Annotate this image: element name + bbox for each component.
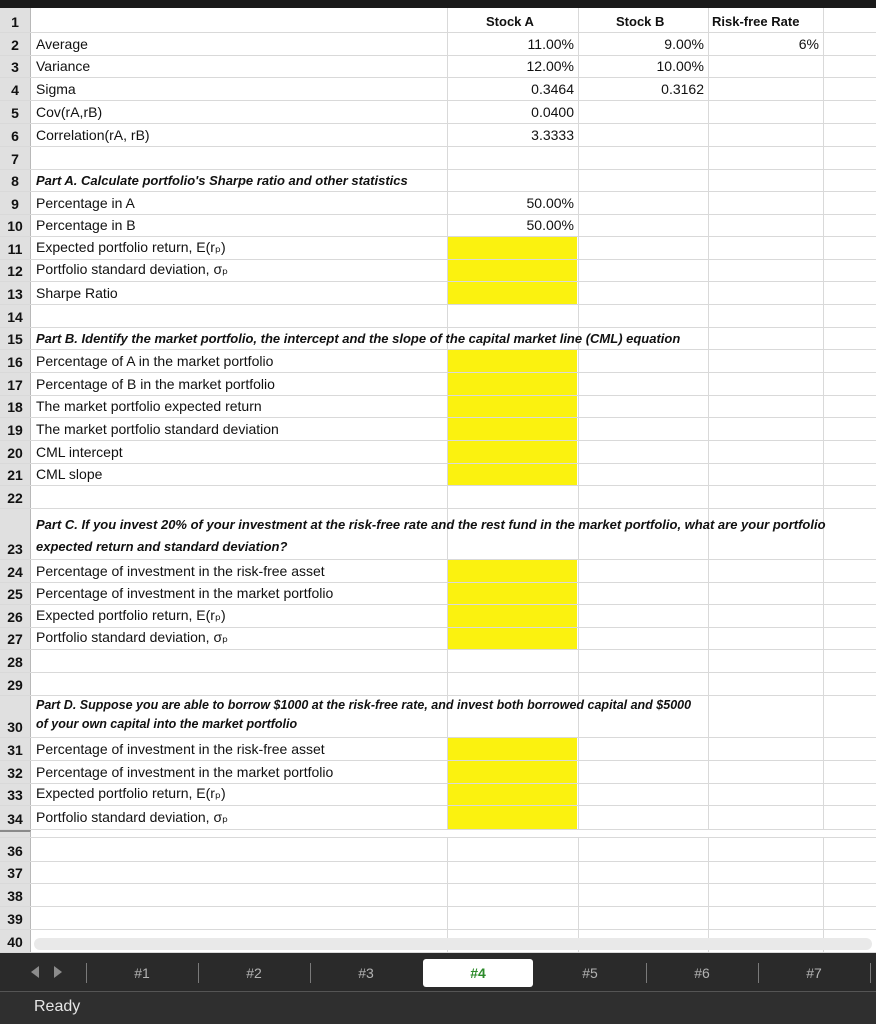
tab-divider — [870, 963, 871, 983]
row-number[interactable]: 31 — [0, 738, 31, 760]
table-row — [0, 78, 876, 101]
row-label[interactable]: Percentage of B in the market portfolio — [36, 376, 275, 392]
row-number[interactable]: 14 — [0, 305, 31, 327]
table-row — [0, 350, 876, 373]
row-number[interactable]: 24 — [0, 560, 31, 582]
row-number[interactable]: 36 — [0, 838, 31, 861]
row-number[interactable]: 10 — [0, 215, 31, 236]
row-number[interactable]: 2 — [0, 33, 31, 55]
row-label[interactable]: Sharpe Ratio — [36, 285, 118, 301]
row-label[interactable]: Cov(rA,rB) — [36, 104, 103, 120]
table-row — [0, 33, 876, 56]
row-number[interactable]: 23 — [0, 509, 31, 559]
table-row — [0, 673, 876, 696]
column-header-strip — [0, 0, 876, 8]
cell-a[interactable]: 0.3464 — [531, 81, 574, 97]
horizontal-scrollbar[interactable] — [34, 938, 872, 950]
cell-rf[interactable]: 6% — [798, 36, 819, 52]
cell-a[interactable]: 50.00% — [526, 217, 574, 233]
tab-sheet-7[interactable]: #7 — [806, 965, 822, 981]
cell-a[interactable]: 50.00% — [526, 195, 574, 211]
row-number[interactable]: 38 — [0, 884, 31, 906]
cell-b[interactable]: 0.3162 — [661, 81, 704, 97]
row-number[interactable]: 26 — [0, 605, 31, 627]
row-number[interactable]: 3 — [0, 56, 31, 77]
cell-b[interactable]: 10.00% — [656, 58, 704, 74]
row-label[interactable]: Average — [36, 36, 88, 52]
row-number[interactable]: 15 — [0, 328, 31, 349]
row-number[interactable]: 9 — [0, 192, 31, 214]
table-row — [0, 237, 876, 260]
cell-b[interactable]: 9.00% — [664, 36, 704, 52]
table-row — [0, 650, 876, 673]
row-label[interactable]: Percentage of investment in the risk-free asset — [36, 741, 325, 757]
row-label[interactable]: Percentage of investment in the market portfolio — [36, 585, 334, 601]
table-row — [0, 464, 876, 486]
row-label[interactable]: Correlation(rA, rB) — [36, 127, 150, 143]
row-number[interactable]: 30 — [0, 696, 31, 737]
row-number[interactable]: 11 — [0, 237, 31, 259]
row-label[interactable]: Percentage in A — [36, 195, 135, 211]
row-number[interactable]: 5 — [0, 101, 31, 123]
row-label[interactable]: Percentage of investment in the risk-free asset — [36, 563, 325, 579]
row-number[interactable]: 13 — [0, 282, 31, 304]
row-label[interactable]: Expected portfolio return, E(rₚ) — [36, 607, 226, 623]
cell-a[interactable]: 3.3333 — [531, 127, 574, 143]
header-risk-free-rate[interactable]: Risk-free Rate — [712, 14, 800, 29]
table-row — [0, 215, 876, 237]
tab-sheet-4[interactable]: #4 — [423, 959, 533, 987]
tab-sheet-6[interactable]: #6 — [694, 965, 710, 981]
row-number[interactable]: 20 — [0, 441, 31, 463]
table-row — [0, 862, 876, 884]
table-row — [0, 628, 876, 650]
status-text: Ready — [34, 998, 81, 1015]
table-row — [0, 305, 876, 328]
tab-sheet-2[interactable]: #2 — [246, 965, 262, 981]
frozen-split-row — [0, 830, 876, 838]
table-row — [0, 282, 876, 305]
row-number[interactable]: 8 — [0, 170, 31, 191]
table-row — [0, 806, 876, 830]
table-row — [0, 509, 876, 560]
table-row — [0, 838, 876, 862]
table-row — [0, 583, 876, 605]
tab-sheet-1[interactable]: #1 — [134, 965, 150, 981]
row-number[interactable]: 19 — [0, 418, 31, 440]
row-label[interactable]: CML intercept — [36, 444, 123, 460]
row-number[interactable]: 12 — [0, 260, 31, 281]
row-number[interactable]: 7 — [0, 147, 31, 169]
row-label[interactable]: Variance — [36, 58, 91, 74]
tab-sheet-3[interactable]: #3 — [358, 965, 374, 981]
table-row — [0, 441, 876, 464]
row-label[interactable]: The market portfolio standard deviation — [36, 421, 279, 437]
table-row — [0, 170, 876, 192]
row-number[interactable]: 27 — [0, 628, 31, 649]
row-number[interactable]: 17 — [0, 373, 31, 395]
cell-a[interactable]: 12.00% — [526, 58, 574, 74]
table-row — [0, 418, 876, 441]
row-number[interactable]: 32 — [0, 761, 31, 783]
part-c-heading[interactable]: Part C. If you invest 20% of your investment at the risk-free rate and the rest fund in the market portfolio, what are your portfolio expected return and standard deviation? — [36, 517, 826, 554]
table-row — [0, 56, 876, 78]
row-number[interactable]: 33 — [0, 784, 31, 805]
part-a-heading[interactable]: Part A. Calculate portfolio's Sharpe ratio and other statistics — [36, 173, 408, 188]
table-row — [0, 907, 876, 930]
row-label[interactable]: Portfolio standard deviation, σₚ — [36, 629, 229, 645]
cell-a[interactable]: 11.00% — [527, 36, 574, 52]
row-label[interactable]: Percentage of investment in the market portfolio — [36, 764, 334, 780]
table-row — [0, 560, 876, 583]
cell-a[interactable]: 0.0400 — [531, 104, 574, 120]
row-number[interactable]: 6 — [0, 124, 31, 146]
row-number[interactable]: 40 — [0, 930, 31, 952]
table-row — [0, 784, 876, 806]
tab-sheet-5[interactable]: #5 — [582, 965, 598, 981]
row-number — [0, 830, 31, 837]
row-label[interactable]: Portfolio standard deviation, σₚ — [36, 809, 229, 825]
row-label[interactable]: Percentage of A in the market portfolio — [36, 353, 274, 369]
table-row — [0, 192, 876, 215]
row-number[interactable]: 18 — [0, 396, 31, 417]
row-label[interactable]: Expected portfolio return, E(rₚ) — [36, 239, 226, 255]
table-row — [0, 8, 876, 33]
prev-sheet-icon[interactable] — [30, 965, 40, 979]
table-row — [0, 101, 876, 124]
status-bar — [0, 991, 876, 1024]
row-label[interactable]: Percentage in B — [36, 217, 136, 233]
row-label[interactable]: The market portfolio expected return — [36, 398, 262, 414]
row-number[interactable]: 37 — [0, 862, 31, 883]
table-row — [0, 147, 876, 170]
table-row — [0, 328, 876, 350]
part-d-heading[interactable]: Part D. Suppose you are able to borrow $1000 at the risk-free rate, and invest both borrowed capital and $5000 of your own capital into the market portfolio — [36, 698, 692, 731]
row-number[interactable]: 1 — [0, 8, 31, 32]
table-row — [0, 373, 876, 396]
table-row — [0, 884, 876, 907]
header-stock-a[interactable]: Stock A — [486, 14, 534, 29]
row-number[interactable]: 39 — [0, 907, 31, 929]
row-number[interactable]: 21 — [0, 464, 31, 485]
row-number[interactable]: 34 — [0, 806, 31, 829]
row-label[interactable]: Expected portfolio return, E(rₚ) — [36, 785, 226, 801]
row-number[interactable]: 22 — [0, 486, 31, 508]
table-row — [0, 761, 876, 784]
table-row — [0, 396, 876, 418]
row-number[interactable]: 28 — [0, 650, 31, 672]
table-row — [0, 738, 876, 761]
table-row — [0, 124, 876, 147]
table-row — [0, 605, 876, 628]
next-sheet-icon[interactable] — [53, 965, 63, 979]
row-number[interactable]: 25 — [0, 583, 31, 604]
row-label[interactable]: CML slope — [36, 466, 103, 482]
row-number[interactable]: 4 — [0, 78, 31, 100]
table-row — [0, 260, 876, 282]
row-number[interactable]: 29 — [0, 673, 31, 695]
row-number[interactable]: 16 — [0, 350, 31, 372]
header-stock-b[interactable]: Stock B — [616, 14, 665, 29]
table-row — [0, 696, 876, 738]
part-b-heading[interactable]: Part B. Identify the market portfolio, the intercept and the slope of the capital market line (CML) equation — [36, 331, 681, 346]
table-row — [0, 486, 876, 509]
sheet-tab-bar — [0, 953, 876, 991]
row-label[interactable]: Portfolio standard deviation, σₚ — [36, 261, 229, 277]
row-label[interactable]: Sigma — [36, 81, 76, 97]
